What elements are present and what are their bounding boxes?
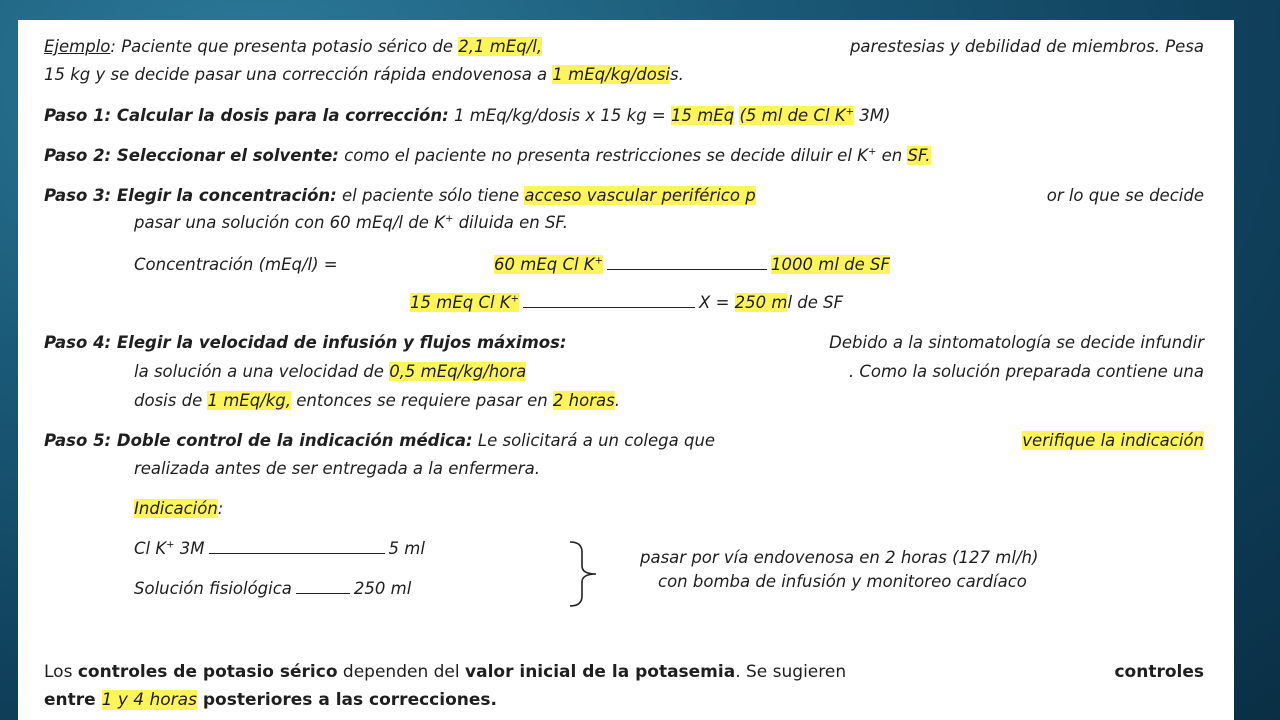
indicacion-item-2: Solución fisiológica 250 ml	[134, 579, 412, 598]
paso-4-title: Paso 4: Elegir la velocidad de infusión y flujos máximos:	[44, 333, 567, 352]
curly-brace-icon	[566, 540, 606, 608]
paso-3-title: Paso 3: Elegir la concentración:	[44, 186, 337, 205]
concentration-row-1: 60 mEq Cl K+ 1000 ml de SF	[494, 255, 891, 274]
blank-line	[607, 255, 767, 270]
indicacion-note-1: pasar por vía endovenosa en 2 horas (127 ml/h)	[640, 548, 1039, 567]
indicacion-note-2: con bomba de infusión y monitoreo cardíaco	[658, 572, 1027, 591]
indicacion-item-1: Cl K+ 3M 5 ml	[134, 539, 425, 558]
concentration-row-2: 15 mEq Cl K+ X = 250 ml de SF	[410, 293, 844, 312]
paso-5-title: Paso 5: Doble control de la indicación médica:	[44, 431, 473, 450]
blank-line	[296, 579, 350, 594]
paso-5-line-1: Paso 5: Doble control de la indicación médica: Le solicitará a un colega que verifique la indicación	[44, 431, 1204, 450]
paso-4-line-1: Paso 4: Elegir la velocidad de infusión y flujos máximos: Debido a la sintomatología se decide infundir	[44, 333, 1204, 352]
paso-3-line-2: pasar una solución con 60 mEq/l de K+ diluida en SF.	[134, 213, 569, 232]
paso-4-line-3: dosis de 1 mEq/kg, entonces se requiere pasar en 2 horas.	[134, 391, 620, 410]
footer-line-2: entre 1 y 4 horas posteriores a las correcciones.	[44, 690, 497, 710]
paso-2-title: Paso 2: Seleccionar el solvente:	[44, 146, 339, 165]
paso-1-title: Paso 1: Calcular la dosis para la corrección:	[44, 106, 449, 125]
ejemplo-line-2: 15 kg y se decide pasar una corrección rápida endovenosa a 1 mEq/kg/dosis.	[44, 65, 684, 84]
footer-line-1: Los controles de potasio sérico dependen del valor inicial de la potasemia. Se sugieren controles	[44, 662, 1204, 682]
indicacion-label: Indicación:	[134, 499, 224, 518]
concentration-label: Concentración (mEq/l) =	[134, 255, 338, 274]
paso-5-line-2: realizada antes de ser entregada a la enfermera.	[134, 459, 540, 478]
paso-3-line-1: Paso 3: Elegir la concentración: el paciente sólo tiene acceso vascular periférico p or lo que se decide	[44, 186, 1204, 205]
paso-2: Paso 2: Seleccionar el solvente: como el paciente no presenta restricciones se decide diluir el K+ en SF.	[44, 146, 931, 165]
document-page	[18, 20, 1234, 720]
ejemplo-label: Ejemplo	[44, 37, 111, 56]
blank-line	[209, 539, 385, 554]
ejemplo-line-1: Ejemplo: Paciente que presenta potasio sérico de 2,1 mEq/l, parestesias y debilidad de miembros. Pesa	[44, 37, 1204, 56]
paso-4-line-2: la solución a una velocidad de 0,5 mEq/kg/hora . Como la solución preparada contiene una	[134, 362, 1204, 381]
blank-line	[523, 293, 695, 308]
paso-1: Paso 1: Calcular la dosis para la corrección: 1 mEq/kg/dosis x 15 kg = 15 mEq (5 ml de Cl K+ 3M)	[44, 106, 891, 125]
